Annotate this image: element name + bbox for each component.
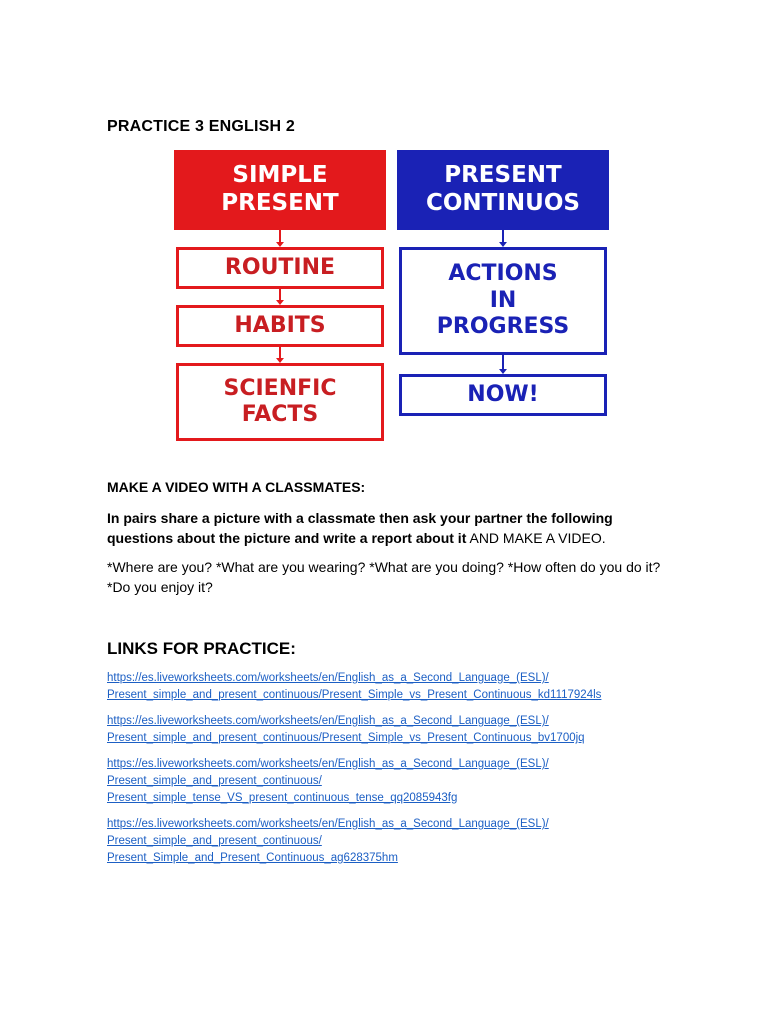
routine-box (176, 247, 384, 289)
practice-link-2[interactable]: https://es.liveworksheets.com/worksheets/en/English_as_a_Second_Language_(ESL)/ Present_simple_and_present_continuous/Present_Simple_vs_Present_Continuous_bv1700jq (107, 715, 585, 744)
routine-label: ROUTINE (224, 254, 336, 280)
practice-link-3[interactable]: https://es.liveworksheets.com/worksheets/en/English_as_a_Second_Language_(ESL)/ Present_simple_and_present_continuous/ Present_simple_tense_VS_present_continuous_tense_qq2085943fg (107, 758, 549, 804)
present-continuous-header-label: PRESENT CONTINUOS (426, 162, 580, 216)
arrow-down-icon (279, 289, 281, 302)
now-label: NOW! (467, 381, 539, 407)
actions-in-progress-box (399, 247, 607, 355)
simple-present-header-label: SIMPLE PRESENT (221, 162, 339, 216)
links-list (107, 670, 707, 876)
questions-text: *Where are you? *What are you wearing? *What are you doing? *How often do you do it? *Do you enjoy it? (107, 559, 661, 595)
habits-label: HABITS (234, 312, 326, 338)
page-title: PRACTICE 3 ENGLISH 2 (107, 118, 296, 135)
actions-in-progress-label: ACTIONS IN PROGRESS (436, 261, 570, 340)
scientific-facts-box (176, 363, 384, 441)
instructions-plain: AND MAKE A VIDEO. (466, 530, 606, 546)
instructions (107, 508, 667, 548)
arrow-down-icon (502, 355, 504, 371)
now-box (399, 374, 607, 416)
arrow-down-icon (279, 230, 281, 244)
present-continuous-header (397, 150, 609, 230)
arrow-down-icon (502, 230, 504, 244)
tense-diagram (174, 150, 610, 446)
practice-link-4[interactable]: https://es.liveworksheets.com/worksheets/en/English_as_a_Second_Language_(ESL)/ Present_simple_and_present_continuous/ Present_Simple_and_Present_Continuous_ag628375hm (107, 818, 549, 864)
links-heading: LINKS FOR PRACTICE: (107, 639, 296, 658)
arrow-down-icon (279, 347, 281, 360)
practice-link-1[interactable]: https://es.liveworksheets.com/worksheets/en/English_as_a_Second_Language_(ESL)/ Present_simple_and_present_continuous/Present_Simple_vs_Present_Continuous_kd1117924ls (107, 672, 602, 701)
simple-present-header (174, 150, 386, 230)
video-heading: MAKE A VIDEO WITH A CLASSMATES: (107, 479, 366, 495)
scientific-facts-label: SCIENFIC FACTS (223, 375, 337, 427)
instructions-bold: In pairs share a picture with a classmate then ask your partner the following questions about the picture and write a report about it (107, 510, 613, 546)
habits-box (176, 305, 384, 347)
